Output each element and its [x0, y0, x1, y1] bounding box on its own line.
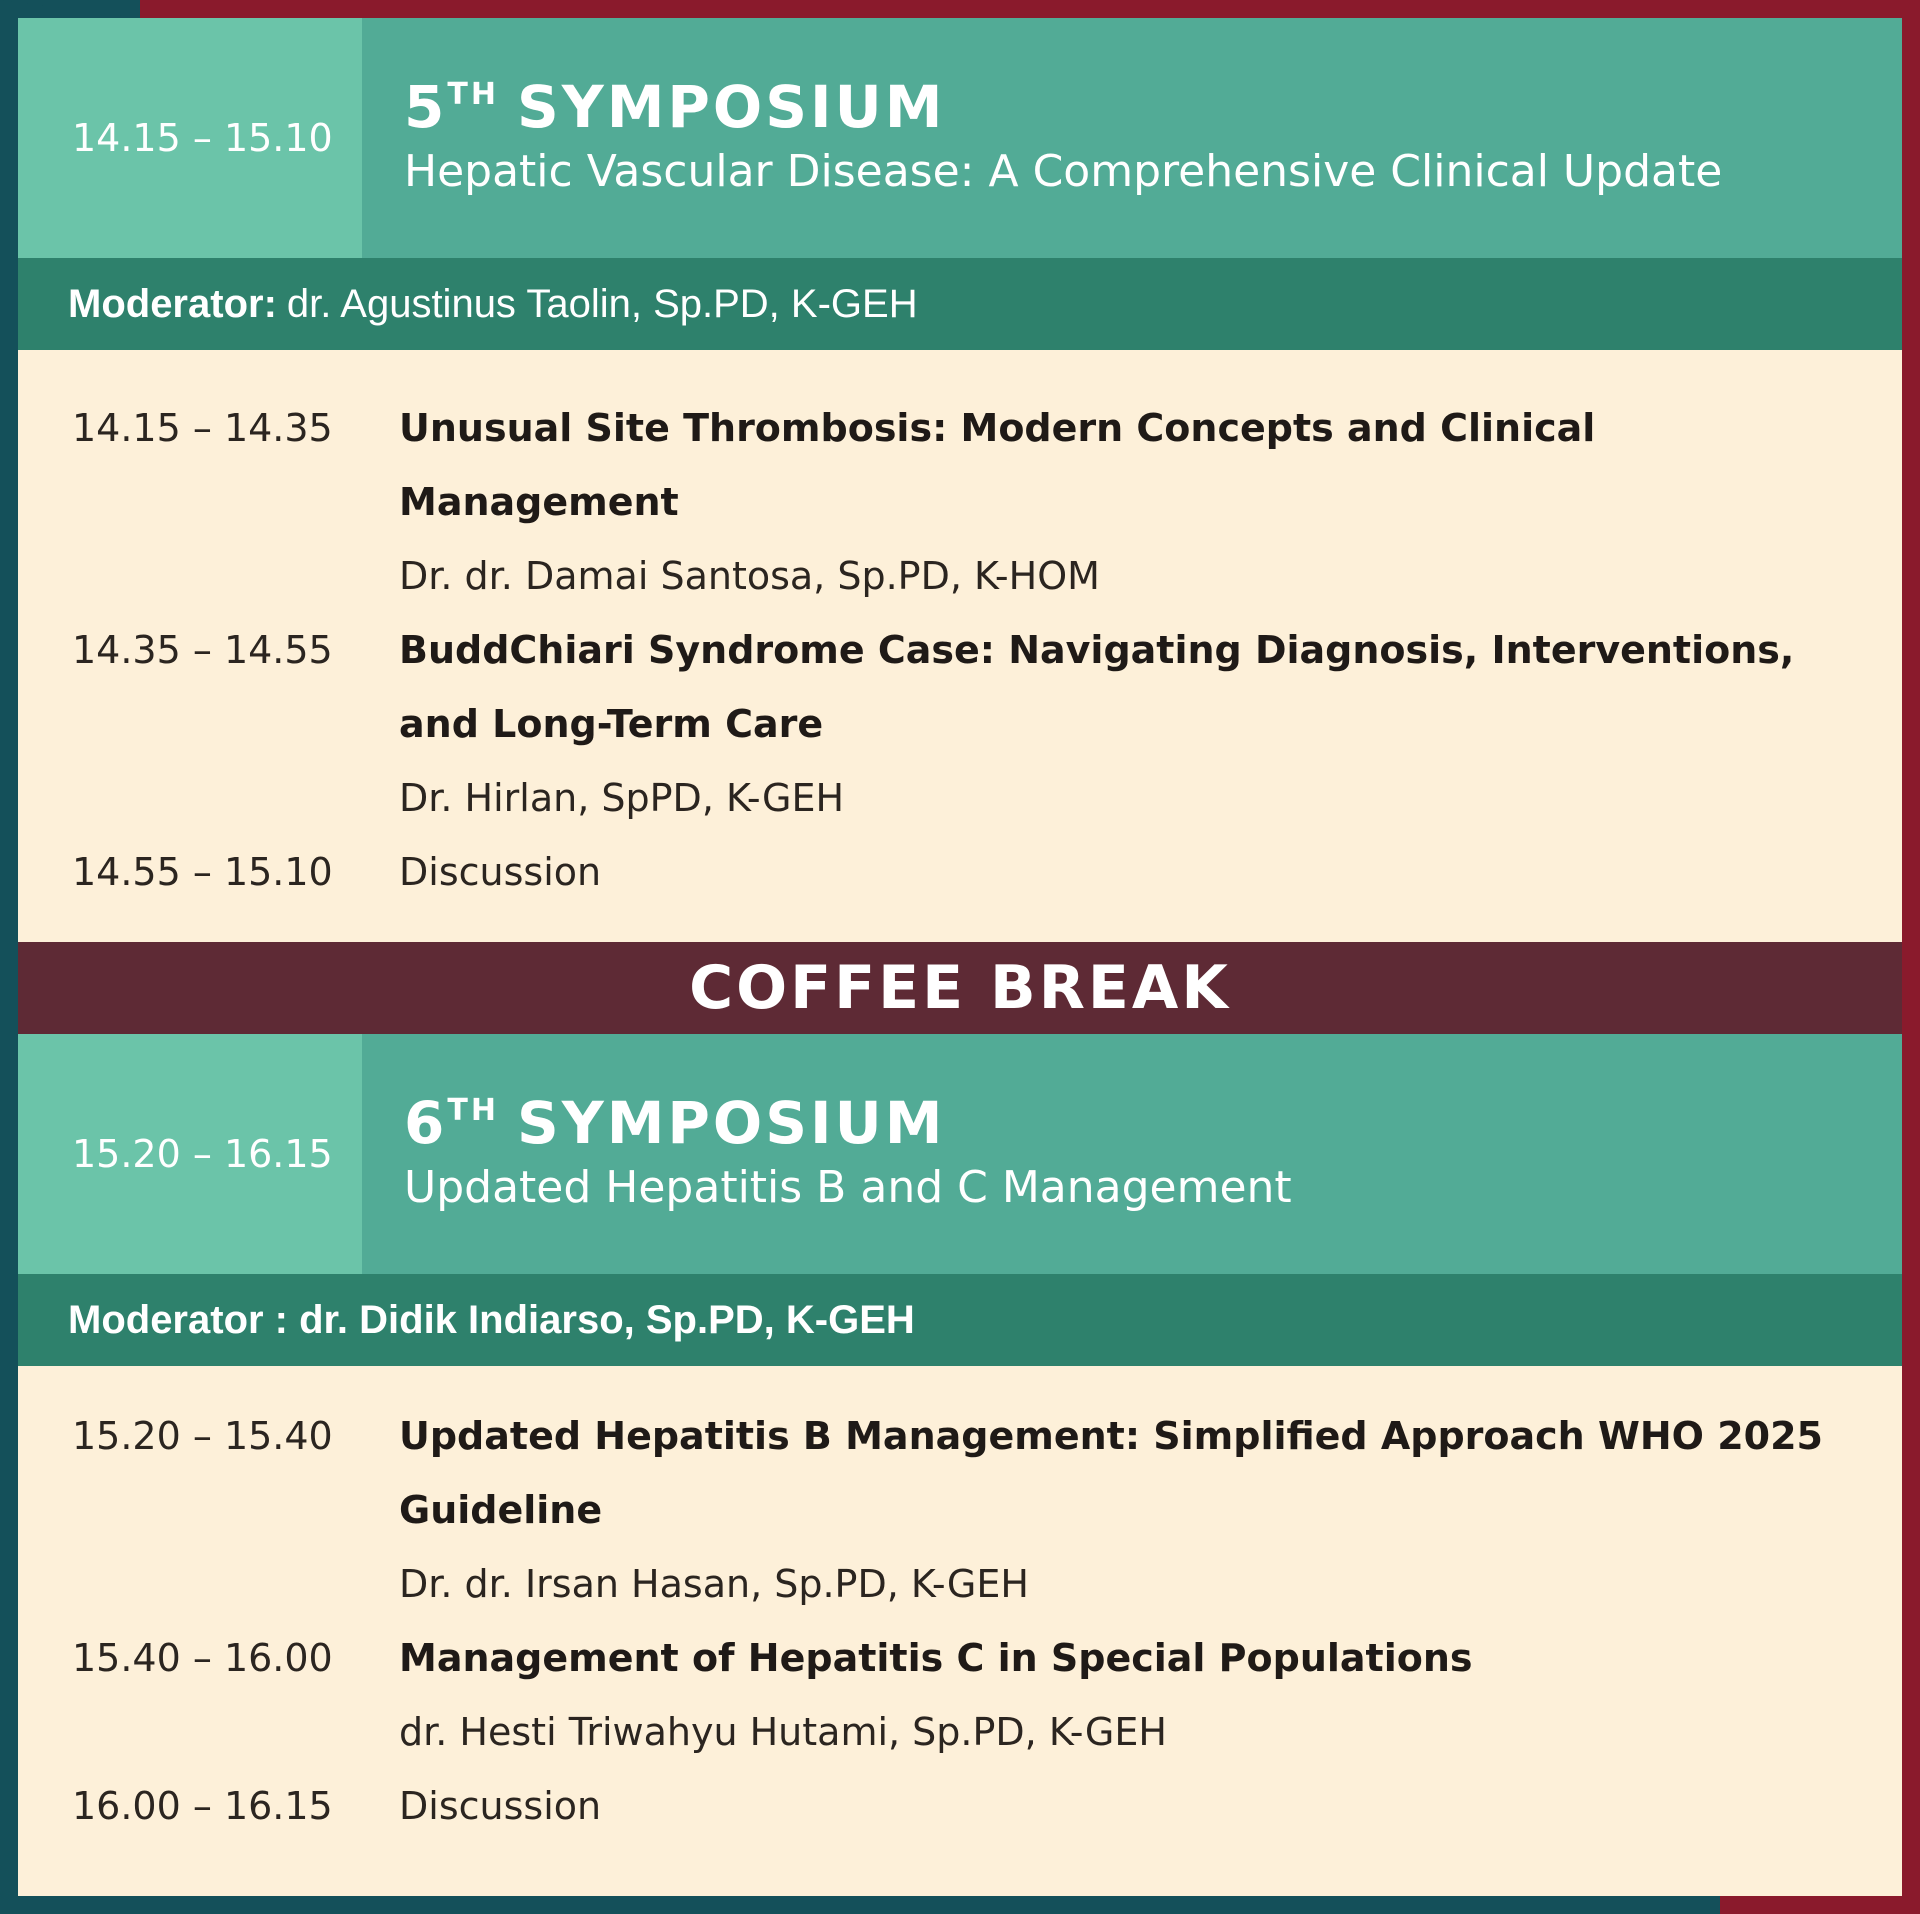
symposium-5-subtitle: Hepatic Vascular Disease: A Comprehensive Clinical Update — [404, 146, 1723, 197]
session-speaker: Dr. dr. Irsan Hasan, Sp.PD, K-GEH — [399, 1562, 1029, 1606]
session-time: 14.15 – 14.35 — [72, 406, 333, 450]
session-time: 15.40 – 16.00 — [72, 1636, 333, 1680]
agenda-panel — [18, 18, 1902, 1896]
symposium-5-header — [18, 18, 1902, 258]
symposium-5-title-word: SYMPOSIUM — [516, 73, 946, 141]
symposium-6-subtitle: Updated Hepatitis B and C Management — [404, 1162, 1292, 1213]
symposium-5-main — [362, 18, 1902, 258]
symposium-6-main — [362, 1034, 1902, 1274]
symposium-6-ordinal-suffix: TH — [447, 1093, 499, 1128]
background-bottom-pattern — [0, 1896, 1720, 1914]
session-speaker: Dr. Hirlan, SpPD, K-GEH — [399, 776, 845, 820]
session-title: Unusual Site Thrombosis: Modern Concepts and Clinical Management — [399, 406, 1596, 524]
session-time: 14.55 – 15.10 — [72, 850, 333, 894]
symposium-6-sessions — [18, 1399, 1902, 1843]
symposium-5-sessions — [18, 391, 1902, 909]
session-row — [18, 391, 1902, 613]
coffee-break-bar: COFFEE BREAK — [18, 942, 1902, 1034]
symposium-5-ordinal-suffix: TH — [447, 77, 499, 112]
session-title: Management of Hepatitis C in Special Populations — [399, 1636, 1473, 1680]
symposium-6-moderator-bar: Moderator : dr. Didik Indiarso, Sp.PD, K-GEH — [18, 1274, 1902, 1366]
moderator-name: dr. Agustinus Taolin, Sp.PD, K-GEH — [286, 281, 918, 326]
session-row — [18, 1621, 1902, 1769]
symposium-5-ordinal-number: 5 — [404, 73, 448, 141]
symposium-5-time: 14.15 – 15.10 — [18, 18, 362, 258]
session-speaker: Dr. dr. Damai Santosa, Sp.PD, K-HOM — [399, 554, 1100, 598]
session-discussion: Discussion — [399, 1784, 602, 1828]
session-row — [18, 613, 1902, 835]
session-title: Updated Hepatitis B Management: Simplified Approach WHO 2025 Guideline — [399, 1414, 1823, 1532]
session-time: 15.20 – 15.40 — [72, 1414, 333, 1458]
symposium-5-title — [404, 73, 1902, 141]
symposium-5-moderator-bar — [18, 258, 1902, 350]
session-discussion: Discussion — [399, 850, 602, 894]
session-row — [18, 1769, 1902, 1843]
session-time: 14.35 – 14.55 — [72, 628, 333, 672]
moderator-label: Moderator: — [68, 281, 277, 326]
session-time: 16.00 – 16.15 — [72, 1784, 333, 1828]
symposium-6-header — [18, 1034, 1902, 1274]
symposium-6-title-word: SYMPOSIUM — [516, 1089, 946, 1157]
symposium-6-ordinal-number: 6 — [404, 1089, 448, 1157]
session-speaker: dr. Hesti Triwahyu Hutami, Sp.PD, K-GEH — [399, 1710, 1167, 1754]
symposium-6-time: 15.20 – 16.15 — [18, 1034, 362, 1274]
session-title: BuddChiari Syndrome Case: Navigating Diagnosis, Interventions, and Long-Term Care — [399, 628, 1795, 746]
symposium-6-title — [404, 1089, 1902, 1157]
session-row — [18, 835, 1902, 909]
session-row — [18, 1399, 1902, 1621]
